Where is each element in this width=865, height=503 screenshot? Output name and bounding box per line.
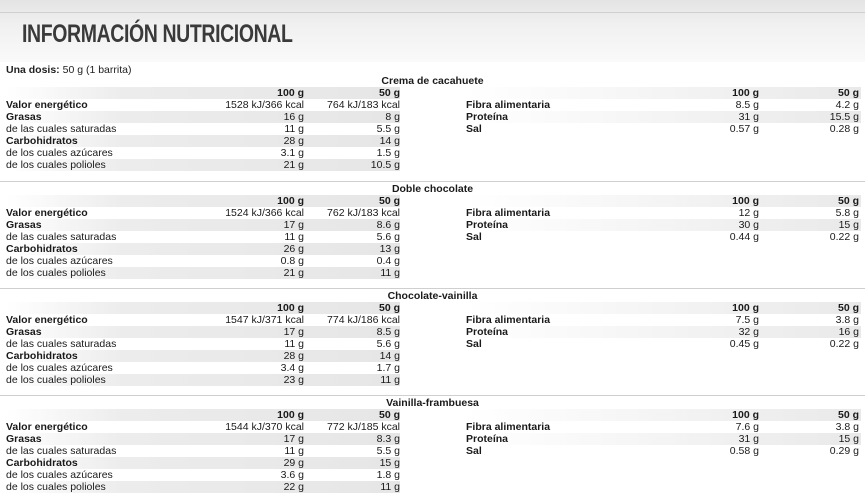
value-per-100g: 0.45 g [729, 338, 759, 350]
nutrient-label: Proteína [466, 433, 509, 445]
value-per-100g: 3.1 g [280, 147, 304, 159]
nutrient-label: de los cuales polioles [6, 374, 106, 386]
nutrient-row-saturated [6, 338, 400, 350]
nutrient-label: de los cuales azúcares [6, 362, 113, 374]
value-per-50g: 0.29 g [829, 445, 859, 457]
nutrient-label: de los cuales polioles [6, 481, 106, 493]
nutrient-label: Proteína [466, 326, 509, 338]
value-per-50g: 5.5 g [376, 445, 400, 457]
nutrient-row-fiber [466, 421, 861, 433]
nutrient-row-energy [6, 314, 400, 326]
nutrient-row-energy [6, 207, 400, 219]
value-per-100g: 3.4 g [280, 362, 304, 374]
value-per-50g: 1.5 g [376, 147, 400, 159]
nutrient-label: de las cuales saturadas [6, 445, 117, 457]
value-per-100g: 11 g [284, 123, 304, 135]
value-per-50g: 0.4 g [376, 255, 400, 267]
column-header-100g: 100 g [277, 409, 304, 421]
nutrient-label: Fibra alimentaria [466, 207, 551, 219]
nutrient-label: Grasas [6, 111, 42, 123]
column-header-row [6, 409, 400, 421]
header-divider [0, 12, 865, 13]
value-per-50g: 764 kJ/183 kcal [327, 99, 400, 111]
value-per-100g: 17 g [283, 433, 304, 445]
value-per-100g: 29 g [283, 457, 304, 469]
value-per-100g: 0.57 g [729, 123, 759, 135]
nutrient-label: Carbohidratos [6, 243, 78, 255]
nutrition-section [0, 74, 865, 181]
column-header-50g: 50 g [378, 302, 400, 314]
value-per-100g: 30 g [738, 219, 759, 231]
nutrient-label: Sal [466, 231, 482, 243]
value-per-100g: 1547 kJ/371 kcal [225, 314, 304, 326]
value-per-100g: 11 g [284, 338, 304, 350]
column-header-100g: 100 g [732, 195, 759, 207]
column-header-50g: 50 g [837, 302, 859, 314]
nutrient-label: Carbohidratos [6, 457, 78, 469]
nutrient-label: de los cuales azúcares [6, 147, 113, 159]
value-per-100g: 3.6 g [280, 469, 304, 481]
value-per-100g: 12 g [738, 207, 759, 219]
value-per-100g: 26 g [283, 243, 304, 255]
column-header-100g: 100 g [732, 302, 759, 314]
nutrient-row-carbs [6, 457, 400, 469]
nutrient-row-protein [466, 326, 861, 338]
value-per-50g: 10.5 g [370, 159, 400, 171]
value-per-100g: 0.44 g [729, 231, 759, 243]
nutrient-label: Fibra alimentaria [466, 421, 551, 433]
value-per-50g: 8 g [385, 111, 400, 123]
value-per-100g: 11 g [284, 445, 304, 457]
value-per-50g: 15 g [838, 433, 859, 445]
value-per-50g: 762 kJ/183 kcal [327, 207, 400, 219]
nutrition-section [0, 288, 865, 396]
nutrient-row-carbs [6, 243, 400, 255]
nutrient-label: Proteína [466, 219, 509, 231]
nutrient-row-salt [466, 338, 861, 350]
value-per-50g: 1.8 g [376, 469, 400, 481]
nutrient-row-saturated [6, 231, 400, 243]
nutrient-row-protein [466, 433, 861, 445]
value-per-50g: 11 g [380, 374, 400, 386]
column-header-50g: 50 g [378, 195, 400, 207]
nutrient-row-polyols [6, 267, 400, 279]
column-header-row [6, 195, 400, 207]
value-per-50g: 8.5 g [376, 326, 400, 338]
column-header-50g: 50 g [837, 409, 859, 421]
product-name: Chocolate-vainilla [387, 290, 478, 302]
nutrient-label: de las cuales saturadas [6, 231, 117, 243]
nutrient-row-sugars [6, 147, 400, 159]
column-header-50g: 50 g [837, 195, 859, 207]
nutrient-row-fat [6, 219, 400, 231]
nutrient-label: de los cuales polioles [6, 267, 106, 279]
nutrient-row-salt [466, 123, 861, 135]
nutrient-label: Fibra alimentaria [466, 314, 551, 326]
value-per-50g: 5.6 g [376, 338, 400, 350]
value-per-50g: 14 g [379, 350, 400, 362]
value-per-50g: 772 kJ/185 kcal [327, 421, 400, 433]
nutrient-label: Grasas [6, 219, 42, 231]
nutrient-row-saturated [6, 123, 400, 135]
value-per-50g: 8.6 g [376, 219, 400, 231]
column-header-50g: 50 g [378, 409, 400, 421]
column-header-row [466, 302, 861, 314]
value-per-100g: 1524 kJ/366 kcal [225, 207, 304, 219]
nutrient-label: de las cuales saturadas [6, 123, 117, 135]
value-per-100g: 28 g [283, 135, 304, 147]
nutrient-row-fat [6, 326, 400, 338]
column-header-row [6, 87, 400, 99]
column-header-100g: 100 g [277, 195, 304, 207]
value-per-50g: 774 kJ/186 kcal [327, 314, 400, 326]
value-per-50g: 0.28 g [829, 123, 859, 135]
value-per-100g: 11 g [284, 231, 304, 243]
nutrient-row-sugars [6, 362, 400, 374]
column-header-50g: 50 g [378, 87, 400, 99]
nutrient-row-fat [6, 111, 400, 123]
nutrient-label: Carbohidratos [6, 135, 78, 147]
nutrient-row-carbs [6, 135, 400, 147]
nutrient-row-salt [466, 445, 861, 457]
nutrient-row-sugars [6, 255, 400, 267]
value-per-100g: 22 g [283, 481, 304, 493]
value-per-50g: 13 g [379, 243, 400, 255]
nutrient-label: Valor energético [6, 207, 88, 219]
value-per-100g: 23 g [283, 374, 304, 386]
nutrient-row-fat [6, 433, 400, 445]
value-per-100g: 21 g [283, 159, 304, 171]
value-per-50g: 3.8 g [835, 314, 859, 326]
value-per-50g: 5.8 g [835, 207, 859, 219]
value-per-50g: 15 g [838, 219, 859, 231]
nutrient-row-fiber [466, 99, 861, 111]
column-header-row [466, 409, 861, 421]
nutrition-section [0, 395, 865, 503]
nutrient-row-fiber [466, 207, 861, 219]
value-per-50g: 5.5 g [376, 123, 400, 135]
value-per-100g: 16 g [283, 111, 304, 123]
value-per-100g: 7.5 g [735, 314, 759, 326]
nutrient-label: Sal [466, 445, 482, 457]
value-per-100g: 8.5 g [735, 99, 759, 111]
nutrient-row-carbs [6, 350, 400, 362]
value-per-50g: 5.6 g [376, 231, 400, 243]
nutrient-row-energy [6, 421, 400, 433]
nutrient-label: Valor energético [6, 99, 88, 111]
nutrient-row-polyols [6, 374, 400, 386]
nutrient-label: Fibra alimentaria [466, 99, 551, 111]
value-per-50g: 0.22 g [829, 231, 859, 243]
value-per-100g: 21 g [283, 267, 304, 279]
dose-label: Una dosis: [6, 64, 60, 76]
value-per-100g: 31 g [738, 433, 759, 445]
value-per-100g: 17 g [283, 326, 304, 338]
nutrient-row-protein [466, 111, 861, 123]
value-per-50g: 11 g [380, 267, 400, 279]
column-header-row [466, 87, 861, 99]
nutrient-label: Grasas [6, 326, 42, 338]
value-per-50g: 4.2 g [835, 99, 859, 111]
value-per-50g: 15 g [379, 457, 400, 469]
column-header-100g: 100 g [277, 302, 304, 314]
nutrient-row-salt [466, 231, 861, 243]
value-per-50g: 11 g [380, 481, 400, 493]
nutrient-label: Valor energético [6, 314, 88, 326]
column-header-100g: 100 g [732, 87, 759, 99]
value-per-100g: 31 g [738, 111, 759, 123]
value-per-100g: 0.8 g [280, 255, 304, 267]
value-per-100g: 1544 kJ/370 kcal [225, 421, 304, 433]
value-per-50g: 16 g [838, 326, 859, 338]
dose-value: 50 g (1 barrita) [62, 64, 132, 76]
value-per-50g: 14 g [379, 135, 400, 147]
value-per-50g: 1.7 g [376, 362, 400, 374]
nutrient-label: Valor energético [6, 421, 88, 433]
value-per-50g: 0.22 g [829, 338, 859, 350]
column-header-100g: 100 g [732, 409, 759, 421]
value-per-100g: 7.6 g [735, 421, 759, 433]
page-title: INFORMACIÓN NUTRICIONAL [22, 20, 293, 48]
nutrient-label: de los cuales polioles [6, 159, 106, 171]
column-header-row [466, 195, 861, 207]
value-per-50g: 3.8 g [835, 421, 859, 433]
nutrient-row-saturated [6, 445, 400, 457]
nutrient-row-sugars [6, 469, 400, 481]
nutrient-label: de las cuales saturadas [6, 338, 117, 350]
nutrient-row-fiber [466, 314, 861, 326]
value-per-50g: 15.5 g [829, 111, 859, 123]
nutrient-label: Carbohidratos [6, 350, 78, 362]
page-header [0, 0, 865, 62]
nutrient-label: Sal [466, 123, 482, 135]
value-per-50g: 8.3 g [376, 433, 400, 445]
nutrient-row-polyols [6, 481, 400, 493]
product-name: Vainilla-frambuesa [386, 397, 479, 409]
column-header-100g: 100 g [277, 87, 304, 99]
value-per-100g: 32 g [738, 326, 759, 338]
nutrient-row-polyols [6, 159, 400, 171]
nutrient-label: Sal [466, 338, 482, 350]
column-header-50g: 50 g [837, 87, 859, 99]
nutrition-section [0, 181, 865, 289]
nutrient-label: de los cuales azúcares [6, 255, 113, 267]
nutrient-label: Grasas [6, 433, 42, 445]
value-per-100g: 1528 kJ/366 kcal [225, 99, 304, 111]
value-per-100g: 17 g [283, 219, 304, 231]
column-header-row [6, 302, 400, 314]
value-per-100g: 28 g [283, 350, 304, 362]
product-name: Crema de cacahuete [381, 75, 484, 87]
nutrient-label: Proteína [466, 111, 509, 123]
value-per-100g: 0.58 g [729, 445, 759, 457]
nutrient-row-energy [6, 99, 400, 111]
nutrient-row-protein [466, 219, 861, 231]
product-name: Doble chocolate [391, 183, 474, 195]
nutrient-label: de los cuales azúcares [6, 469, 113, 481]
